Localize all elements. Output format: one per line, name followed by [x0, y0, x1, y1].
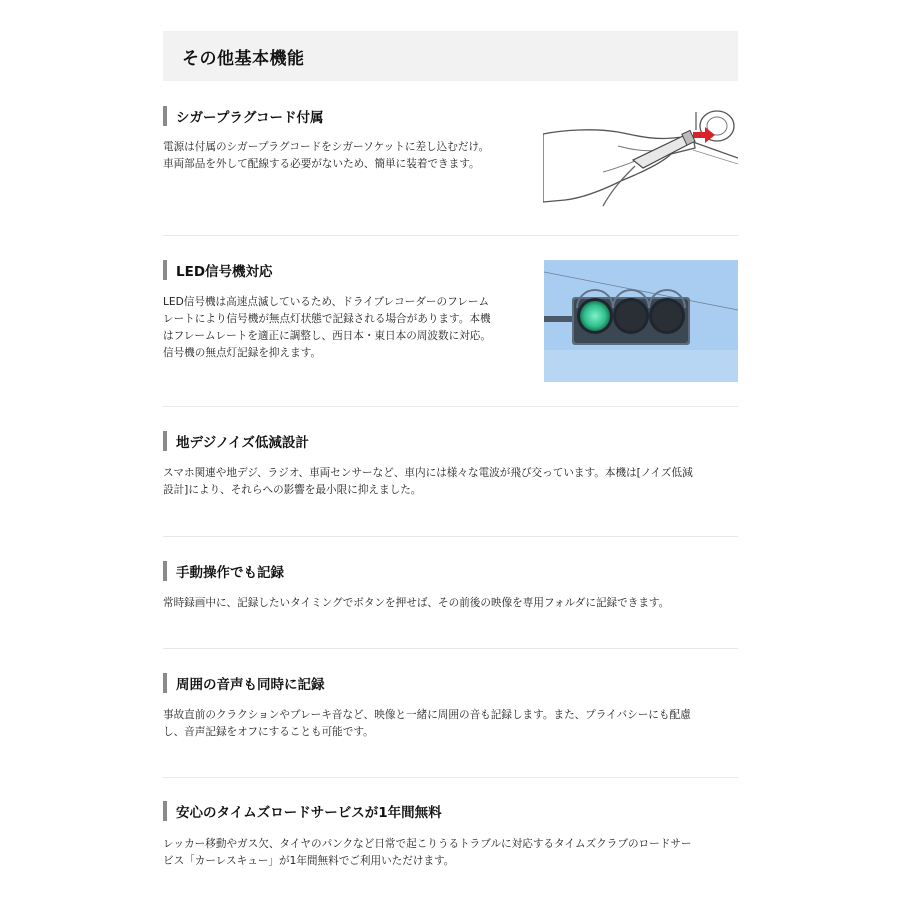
- section-description: LED信号機は高速点滅しているため、ドライブレコーダーのフレーム レートにより信号機が無点灯状態で記録される場合があります。本機 はフレームレートを適正に調整し、西日本・東日本の周波数に対応。 信号機の無点灯記録を抑えます。: [163, 296, 491, 359]
- section-noise-reduction: [163, 429, 738, 519]
- section-manual-record: [163, 559, 738, 629]
- section-audio-record: [163, 671, 738, 761]
- section-heading-text: 手動操作でも記録: [176, 565, 284, 581]
- section-heading: [163, 801, 442, 821]
- section-divider: [163, 235, 738, 236]
- section-divider: [163, 536, 738, 537]
- page-header: [163, 31, 738, 81]
- section-heading: [163, 106, 324, 126]
- page-title: その他基本機能: [182, 48, 305, 69]
- section-road-service: [163, 799, 738, 889]
- section-description: レッカー移動やガス欠、タイヤのパンクなど日常で起こりうるトラブルに対応するタイムズクラブのロードサー ビス「カーレスキュー」が1年間無料でご利用いただけます。: [163, 838, 692, 867]
- section-heading-text: LED信号機対応: [176, 264, 273, 280]
- traffic-light-photo: [544, 260, 738, 382]
- section-description: 電源は付属のシガープラグコードをシガーソケットに差し込むだけ。 車両部品を外して配線する必要がないため、簡単に装着できます。: [163, 141, 490, 170]
- section-heading-text: 地デジノイズ低減設計: [176, 435, 309, 451]
- section-heading: [163, 673, 325, 693]
- section-heading: [163, 260, 273, 280]
- section-heading: [163, 431, 309, 451]
- section-heading-text: 周囲の音声も同時に記録: [176, 677, 325, 693]
- section-divider: [163, 648, 738, 649]
- section-description: スマホ関連や地デジ、ラジオ、車両センサーなど、車内には様々な電波が飛び交っています。本機は[ノイズ低減 設計]により、それらへの影響を最小限に抑えました。: [163, 467, 693, 496]
- section-heading-text: 安心のタイムズロードサービスが1年間無料: [176, 805, 442, 821]
- section-heading-text: シガープラグコード付属: [176, 110, 324, 126]
- cigar-plug-illustration: [543, 102, 738, 214]
- section-divider: [163, 777, 738, 778]
- section-description: 常時録画中に、記録したいタイミングでボタンを押せば、その前後の映像を専用フォルダに記録できます。: [163, 597, 670, 609]
- section-description: 事故直前のクラクションやブレーキ音など、映像と一緒に周囲の音も記録します。また、プライバシーにも配慮 し、音声記録をオフにすることも可能です。: [163, 709, 691, 738]
- section-heading: [163, 561, 284, 581]
- section-divider: [163, 406, 738, 407]
